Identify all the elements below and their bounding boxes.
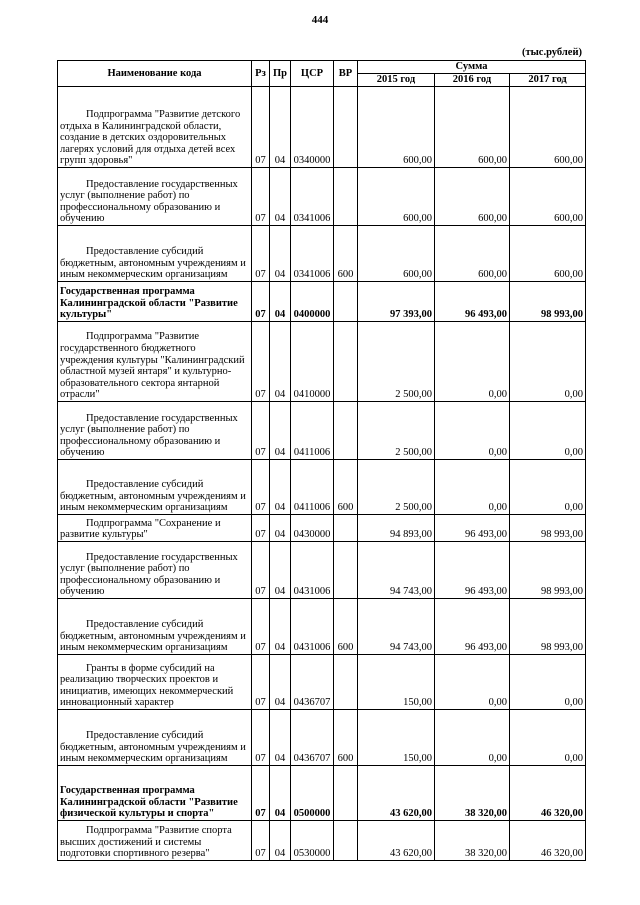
row-name: Государственная программа Калининградской области "Развитие культуры" xyxy=(58,282,252,322)
row-2017: 46 320,00 xyxy=(510,821,586,861)
row-2017: 98 993,00 xyxy=(510,599,586,655)
row-vr xyxy=(334,655,358,710)
row-csr: 0341006 xyxy=(291,168,334,226)
row-pr: 04 xyxy=(270,515,291,542)
row-2015: 2 500,00 xyxy=(358,460,435,515)
table-row xyxy=(58,402,586,460)
row-2016: 96 493,00 xyxy=(435,282,510,322)
row-name: Предоставление субсидий бюджетным, автономным учреждениям и иным некоммерческим организациям xyxy=(58,710,252,766)
row-name: Предоставление государственных услуг (выполнение работ) по профессиональному образованию и обучению xyxy=(58,542,252,599)
row-2016: 96 493,00 xyxy=(435,515,510,542)
header-sum: Сумма xyxy=(358,61,586,74)
row-2015: 600,00 xyxy=(358,87,435,168)
row-csr: 0400000 xyxy=(291,282,334,322)
table-row xyxy=(58,322,586,402)
row-2016: 96 493,00 xyxy=(435,542,510,599)
row-pr: 04 xyxy=(270,766,291,821)
header-name: Наименование кода xyxy=(58,61,252,87)
row-pr: 04 xyxy=(270,542,291,599)
row-2017: 600,00 xyxy=(510,87,586,168)
row-vr xyxy=(334,168,358,226)
row-name: Предоставление субсидий бюджетным, автономным учреждениям и иным некоммерческим организациям xyxy=(58,460,252,515)
table-body xyxy=(58,87,586,861)
row-2017: 0,00 xyxy=(510,460,586,515)
row-csr: 0411006 xyxy=(291,460,334,515)
row-name: Предоставление субсидий бюджетным, автономным учреждениям и иным некоммерческим организациям xyxy=(58,226,252,282)
row-vr xyxy=(334,322,358,402)
row-vr xyxy=(334,402,358,460)
row-2015: 43 620,00 xyxy=(358,821,435,861)
row-name: Гранты в форме субсидий на реализацию творческих проектов и инициатив, имеющих некоммерческий инновационный характер xyxy=(58,655,252,710)
budget-table xyxy=(57,60,586,861)
row-csr: 0500000 xyxy=(291,766,334,821)
table-row xyxy=(58,460,586,515)
row-2016: 38 320,00 xyxy=(435,766,510,821)
row-rz: 07 xyxy=(252,322,270,402)
row-2015: 94 893,00 xyxy=(358,515,435,542)
table-row xyxy=(58,168,586,226)
row-rz: 07 xyxy=(252,460,270,515)
header-row xyxy=(58,61,586,74)
row-rz: 07 xyxy=(252,87,270,168)
row-2017: 0,00 xyxy=(510,322,586,402)
header-pr: Пр xyxy=(270,61,291,87)
row-2017: 98 993,00 xyxy=(510,515,586,542)
row-2017: 98 993,00 xyxy=(510,282,586,322)
row-2017: 600,00 xyxy=(510,226,586,282)
row-rz: 07 xyxy=(252,710,270,766)
row-rz: 07 xyxy=(252,599,270,655)
table-row xyxy=(58,599,586,655)
row-2015: 150,00 xyxy=(358,710,435,766)
table-row xyxy=(58,710,586,766)
row-pr: 04 xyxy=(270,322,291,402)
row-name: Подпрограмма "Сохранение и развитие культуры" xyxy=(58,515,252,542)
row-vr: 600 xyxy=(334,710,358,766)
row-csr: 0436707 xyxy=(291,655,334,710)
row-2015: 94 743,00 xyxy=(358,542,435,599)
row-2015: 150,00 xyxy=(358,655,435,710)
row-2017: 0,00 xyxy=(510,402,586,460)
row-2016: 0,00 xyxy=(435,460,510,515)
row-name: Подпрограмма "Развитие государственного бюджетного учреждения культуры "Калининградский областной музей янтаря" и культурно-образовательного сектора янтарной отрасли" xyxy=(58,322,252,402)
table-row xyxy=(58,87,586,168)
row-vr xyxy=(334,821,358,861)
row-2016: 0,00 xyxy=(435,655,510,710)
row-2017: 0,00 xyxy=(510,710,586,766)
table-row xyxy=(58,766,586,821)
row-pr: 04 xyxy=(270,821,291,861)
row-csr: 0431006 xyxy=(291,599,334,655)
row-2016: 600,00 xyxy=(435,226,510,282)
row-rz: 07 xyxy=(252,515,270,542)
row-2017: 46 320,00 xyxy=(510,766,586,821)
row-pr: 04 xyxy=(270,599,291,655)
row-2016: 600,00 xyxy=(435,168,510,226)
row-2017: 0,00 xyxy=(510,655,586,710)
header-2017: 2017 год xyxy=(510,74,586,87)
row-name: Подпрограмма "Развитие детского отдыха в Калининградской области, создание в детских оздоровительных лагерях условий для отдыха детей всех групп здоровья" xyxy=(58,87,252,168)
row-name: Подпрограмма "Развитие спорта высших достижений и системы подготовки спортивного резерва" xyxy=(58,821,252,861)
row-csr: 0411006 xyxy=(291,402,334,460)
row-csr: 0436707 xyxy=(291,710,334,766)
row-2015: 600,00 xyxy=(358,168,435,226)
row-rz: 07 xyxy=(252,226,270,282)
row-name: Предоставление государственных услуг (выполнение работ) по профессиональному образованию и обучению xyxy=(58,402,252,460)
row-2015: 43 620,00 xyxy=(358,766,435,821)
row-2015: 600,00 xyxy=(358,226,435,282)
row-vr: 600 xyxy=(334,599,358,655)
page-number: 444 xyxy=(311,14,329,26)
row-pr: 04 xyxy=(270,402,291,460)
row-2015: 94 743,00 xyxy=(358,599,435,655)
row-rz: 07 xyxy=(252,655,270,710)
row-2016: 0,00 xyxy=(435,322,510,402)
row-csr: 0341006 xyxy=(291,226,334,282)
row-pr: 04 xyxy=(270,87,291,168)
header-2015: 2015 год xyxy=(358,74,435,87)
row-pr: 04 xyxy=(270,655,291,710)
row-2016: 600,00 xyxy=(435,87,510,168)
row-csr: 0410000 xyxy=(291,322,334,402)
row-pr: 04 xyxy=(270,226,291,282)
row-2016: 0,00 xyxy=(435,402,510,460)
row-rz: 07 xyxy=(252,766,270,821)
row-name: Предоставление государственных услуг (выполнение работ) по профессиональному образованию и обучению xyxy=(58,168,252,226)
header-csr: ЦСР xyxy=(291,61,334,87)
row-rz: 07 xyxy=(252,282,270,322)
row-rz: 07 xyxy=(252,821,270,861)
row-rz: 07 xyxy=(252,168,270,226)
row-2015: 2 500,00 xyxy=(358,322,435,402)
row-vr xyxy=(334,282,358,322)
row-vr xyxy=(334,87,358,168)
row-name: Предоставление субсидий бюджетным, автономным учреждениям и иным некоммерческим организациям xyxy=(58,599,252,655)
row-name: Государственная программа Калининградской области "Развитие физической культуры и спорта" xyxy=(58,766,252,821)
row-csr: 0530000 xyxy=(291,821,334,861)
row-csr: 0430000 xyxy=(291,515,334,542)
row-2016: 96 493,00 xyxy=(435,599,510,655)
table-row xyxy=(58,821,586,861)
row-vr xyxy=(334,542,358,599)
row-rz: 07 xyxy=(252,542,270,599)
row-pr: 04 xyxy=(270,282,291,322)
row-vr: 600 xyxy=(334,460,358,515)
row-pr: 04 xyxy=(270,168,291,226)
table-row xyxy=(58,542,586,599)
table-row xyxy=(58,655,586,710)
table-row xyxy=(58,226,586,282)
row-2016: 0,00 xyxy=(435,710,510,766)
row-pr: 04 xyxy=(270,710,291,766)
row-vr xyxy=(334,515,358,542)
row-csr: 0431006 xyxy=(291,542,334,599)
row-2017: 98 993,00 xyxy=(510,542,586,599)
row-2015: 2 500,00 xyxy=(358,402,435,460)
row-vr: 600 xyxy=(334,226,358,282)
row-pr: 04 xyxy=(270,460,291,515)
row-vr xyxy=(334,766,358,821)
table-row xyxy=(58,282,586,322)
header-rz: Рз xyxy=(252,61,270,87)
header-2016: 2016 год xyxy=(435,74,510,87)
units-label: (тыс.рублей) xyxy=(521,47,582,58)
row-2017: 600,00 xyxy=(510,168,586,226)
table-row xyxy=(58,515,586,542)
row-2016: 38 320,00 xyxy=(435,821,510,861)
header-vr: ВР xyxy=(334,61,358,87)
row-rz: 07 xyxy=(252,402,270,460)
row-2015: 97 393,00 xyxy=(358,282,435,322)
row-csr: 0340000 xyxy=(291,87,334,168)
